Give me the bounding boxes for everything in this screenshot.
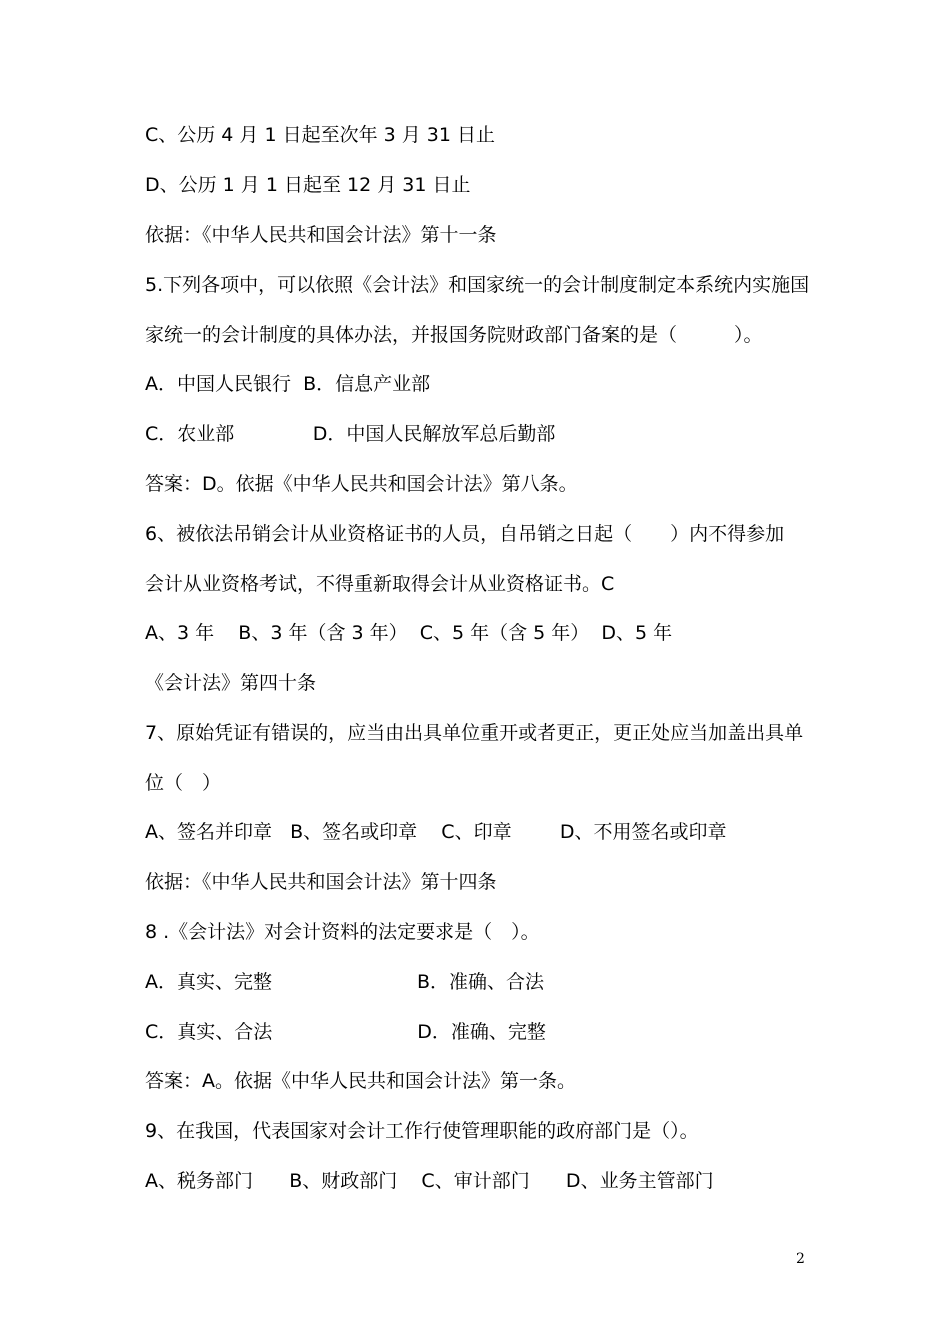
text-line-option-c: C、公历 4 月 1 日起至次年 3 月 31 日止 [145, 124, 496, 146]
question-6-line-2: 会计从业资格考试，不得重新取得会计从业资格证书。C [145, 573, 615, 595]
question-7-options: A、签名并印章 B、签名或印章 C、印章 D、不用签名或印章 [145, 821, 727, 843]
question-8-options-ab: A．真实、完整 B．准确、合法 [145, 971, 544, 993]
question-5-answer: 答案：D。依据《中华人民共和国会计法》第八条。 [145, 473, 578, 495]
question-8-answer: 答案：A。依据《中华人民共和国会计法》第一条。 [145, 1070, 576, 1092]
text-line-option-d: D、公历 1 月 1 日起至 12 月 31 日止 [145, 174, 471, 196]
question-7-line-1: 7、原始凭证有错误的，应当由出具单位重开或者更正，更正处应当加盖出具单 [145, 722, 804, 744]
text-line-basis: 依据：《中华人民共和国会计法》第十一条 [145, 224, 497, 246]
question-5-options-ab: A．中国人民银行 B．信息产业部 [145, 373, 431, 395]
page-number: 2 [796, 1251, 805, 1267]
question-6-line-1: 6、被依法吊销会计从业资格证书的人员，自吊销之日起（ ）内不得参加 [145, 523, 785, 545]
question-6-options: A、3 年 B、3 年（含 3 年） C、5 年（含 5 年） D、5 年 [145, 622, 673, 644]
question-5-line-1: 5.下列各项中，可以依照《会计法》和国家统一的会计制度制定本系统内实施国 [145, 274, 810, 296]
question-9-options: A、税务部门 B、财政部门 C、审计部门 D、业务主管部门 [145, 1170, 714, 1192]
question-9-line: 9、在我国，代表国家对会计工作行使管理职能的政府部门是（）。 [145, 1120, 699, 1142]
question-6-basis: 《会计法》第四十条 [145, 672, 317, 694]
question-5-line-2: 家统一的会计制度的具体办法，并报国务院财政部门备案的是（ ）。 [145, 324, 763, 346]
question-7-line-2: 位（ ） [145, 772, 222, 794]
question-7-basis: 依据：《中华人民共和国会计法》第十四条 [145, 871, 497, 893]
question-8-options-cd: C．真实、合法 D．准确、完整 [145, 1021, 546, 1043]
question-5-options-cd: C．农业部 D．中国人民解放军总后勤部 [145, 423, 556, 445]
question-8-line: 8 .《会计法》对会计资料的法定要求是（ ）。 [145, 921, 540, 943]
